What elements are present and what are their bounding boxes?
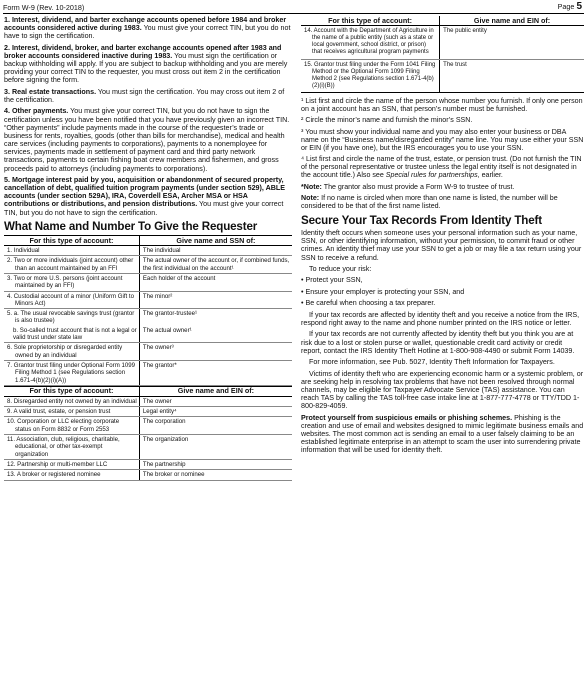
table-row	[4, 256, 292, 274]
give-name-cell: The grantor-trustee¹	[142, 310, 198, 318]
column-header: Give name and SSN of:	[139, 236, 292, 246]
form-identifier: Form W-9 (Rev. 10-2018)	[3, 3, 85, 12]
table-row	[4, 273, 292, 291]
ssn-table	[4, 235, 292, 386]
account-type-cell: 5. a. The usual revocable savings trust (grantor is also trustee)	[4, 309, 139, 326]
header-divider	[3, 13, 584, 14]
phishing-text: Phishing is the creation and use of email and websites designed to mimic legitimate business emails and websites. The most common act is sending an email to a user falsely claiming to be an established legitimate enterprise in an attempt to scam the user into surrendering private information that will be used for identity theft.	[301, 413, 584, 455]
item-5-text: You must give your correct TIN, but you do not have to sign the certification.	[4, 200, 284, 217]
bullet-item: • Be careful when choosing a tax preparer.	[301, 299, 436, 308]
item-2-text: You must sign the certification or backup withholding will apply. If you are subject to backup withholding and you are merely providing your correct TIN to the requester, you must cross out item 2 in the certification before signing the form.	[4, 51, 288, 85]
paragraph-item-1	[4, 16, 292, 40]
note-label: Note:	[301, 193, 320, 202]
give-name-cell: The minor²	[139, 291, 292, 309]
table-row	[4, 309, 292, 326]
give-name-cell: The individual	[139, 246, 292, 256]
give-name-cell: The owner	[139, 396, 292, 406]
table-row	[301, 60, 584, 93]
identity-theft-intro: Identity theft occurs when someone uses your personal information such as your name, SSN, or other identifying information, without your permission, to commit fraud or other crimes. An identity thief may use your SSN to get a job or may file a tax return using your SSN to receive a refund.	[301, 229, 582, 262]
account-type-cell: 11. Association, club, religious, charitable, educational, or other tax-exempt organization	[4, 435, 139, 460]
left-column	[4, 16, 292, 481]
give-name-cell: Legal entity⁴	[139, 407, 292, 417]
column-header: For this type of account:	[4, 386, 139, 396]
table-row	[4, 343, 292, 361]
section-title-name-number: What Name and Number To Give the Requester	[4, 220, 258, 234]
footnote-2: ² Circle the minor’s name and furnish the minor’s SSN.	[301, 116, 473, 125]
page-number	[558, 1, 582, 12]
account-type-cell: 9. A valid trust, estate, or pension trust	[4, 407, 139, 417]
give-name-cell: The organization	[139, 435, 292, 460]
table-row	[4, 417, 292, 435]
column-header: For this type of account:	[301, 16, 440, 26]
account-type-cell: 10. Corporation or LLC electing corporate status on Form 8832 or Form 2553	[4, 417, 139, 435]
account-type-cell: 13. A broker or registered nominee	[4, 470, 139, 480]
phishing-heading: Protect yourself from suspicious emails or phishing schemes.	[301, 413, 513, 422]
give-name-cell: The trust	[440, 60, 584, 93]
account-type-cell: 1. Individual	[4, 246, 139, 256]
give-name-cell: The actual owner of the account or, if combined funds, the first individual on the account¹	[139, 256, 292, 274]
section-title-identity-theft: Secure Your Tax Records From Identity Theft	[301, 214, 542, 228]
identity-theft-paragraph: For more information, see Pub. 5027, Identity Theft Information for Taxpayers.	[309, 358, 555, 367]
give-name-cell: The actual owner¹	[139, 326, 292, 343]
item-2-heading: 2. Interest, dividend, broker, and barter exchange accounts opened after 1983 and broker accounts considered inactive during 1983.	[4, 43, 282, 60]
column-header: Give name and EIN of:	[139, 386, 292, 396]
page-label: Page	[557, 2, 575, 11]
table-row	[4, 291, 292, 309]
table-row	[4, 246, 292, 256]
give-name-cell: Each holder of the account	[139, 273, 292, 291]
paragraph-item-2	[4, 44, 292, 85]
give-name-cell: The public entity	[440, 26, 584, 60]
table-row	[4, 407, 292, 417]
footnote-4-tail: , earlier.	[477, 171, 503, 180]
phishing-paragraph	[301, 414, 584, 455]
circle-note	[301, 194, 584, 210]
account-type-cell: 2. Two or more individuals (joint account) other than an account maintained by an FFI	[4, 256, 139, 274]
column-header: For this type of account:	[4, 236, 139, 246]
footnote-4-text: ⁴ List first and circle the name of the trust, estate, or pension trust. (Do not furnish the TIN of the personal representative or trustee unless the legal entity itself is not designated in the account title.) Also see	[301, 155, 582, 180]
column-header: Give name and EIN of:	[440, 16, 584, 26]
item-4-heading: 4. Other payments.	[4, 107, 69, 116]
give-name-cell: The grantor*	[139, 360, 292, 385]
table-header-row	[301, 16, 584, 26]
account-type-cell: 7. Grantor trust filing under Optional Form 1099 Filing Method 1 (see Regulations section 1.671-4(b)(2)(i)(A))	[4, 360, 139, 385]
item-4-text: You must give your correct TIN, but you do not have to sign the certification unless you have been notified that you have previously given an incorrect TIN. “Other payments” include payments made in the course of the requester’s trade or business for rents, royalties, goods (other than bills for merchandise), medical and health care services (including payments to corporations), payments to a nonemployee for services, payments made in settlement of payment card and third party network transactions, payments to certain fishing boat crew members and fishermen, and gross proceeds paid to attorneys (including payments to corporations).	[4, 107, 290, 173]
table-row	[4, 396, 292, 406]
right-column	[301, 16, 584, 458]
account-type-cell: 4. Custodial account of a minor (Uniform Gift to Minors Act)	[4, 291, 139, 309]
paragraph-item-4	[4, 107, 292, 172]
table-row	[4, 459, 292, 469]
page-number-value: 5	[576, 1, 582, 12]
account-type-cell: 14. Account with the Department of Agriculture in the name of a public entity (such as a state or local government, school district, or prison) that receives agricultural program payments	[301, 26, 440, 60]
table-row	[301, 26, 584, 60]
give-name-cell: The corporation	[139, 417, 292, 435]
note-text: If no name is circled when more than one name is listed, the number will be considered to be that of the first name listed.	[301, 193, 558, 210]
table-row	[4, 360, 292, 385]
account-type-cell: 15. Grantor trust filing under the Form 1041 Filing Method or the Optional Form 1099 Filing Method 2 (see Regulations section 1.671-4(b)(2)(i)(B))	[301, 60, 440, 93]
give-name-cell: The owner³	[139, 343, 292, 361]
item-1-text: You must give your correct TIN, but you do not have to sign the certification.	[4, 24, 291, 41]
account-type-cell: 6. Sole proprietorship or disregarded entity owned by an individual	[4, 343, 139, 361]
item-5-heading: 5. Mortgage interest paid by you, acquisition or abandonment of secured property, cancellation of debt, qualified tuition program payments (under section 529), ABLE accounts (under section 529A), IRA, Coverdell ESA, Archer MSA or HSA contributions or distributions, and pension distributions.	[4, 176, 286, 209]
ein-table	[4, 386, 292, 481]
identity-theft-paragraph: If your tax records are not currently affected by identity theft but you think you are at risk due to a lost or stolen purse or wallet, questionable credit card activity or credit report, contact the IRS Identity Theft Hotline at 1-800-908-4490 or submit Form 14039.	[301, 330, 575, 355]
footnote-1: ¹ List first and circle the name of the person whose number you furnish. If only one person on a joint account has an SSN, that person’s number must be furnished.	[301, 97, 583, 114]
grantor-note	[301, 183, 584, 191]
table-row	[4, 326, 292, 343]
bullet-item: • Ensure your employer is protecting your SSN, and	[301, 287, 465, 296]
note-text: The grantor also must provide a Form W-9 to trustee of trust.	[321, 182, 515, 191]
paragraph-item-5	[4, 176, 292, 217]
table-header-row	[4, 236, 292, 246]
give-name-cell: The partnership	[139, 459, 292, 469]
table-row	[4, 435, 292, 460]
give-name-cell: The broker or nominee	[139, 470, 292, 480]
table-row	[4, 470, 292, 480]
account-type-cell: 8. Disregarded entity not owned by an individual	[4, 396, 139, 406]
note-label: *Note:	[301, 182, 322, 191]
account-type-cell: 3. Two or more U.S. persons (joint account maintained by an FFI)	[4, 273, 139, 291]
ein-table-continued	[301, 16, 584, 93]
item-3-heading: 3. Real estate transactions.	[4, 87, 97, 96]
footnote-4-reference: Special rules for partnerships	[385, 171, 478, 180]
item-3-text: You must sign the certification. You may cross out item 2 of the certification.	[4, 87, 285, 104]
identity-theft-paragraph: If your tax records are affected by identity theft and you receive a notice from the IRS, respond right away to the name and phone number printed on the IRS notice or letter.	[301, 310, 580, 327]
footnote-3: ³ You must show your individual name and you may also enter your business or DBA name on the “Business name/disregarded entity” name line. You may use either your SSN or EIN (if you have one), but the IRS encourages you to use your SSN.	[301, 127, 584, 152]
account-type-cell: 12. Partnership or multi-member LLC	[4, 459, 139, 469]
table-header-row	[4, 386, 292, 396]
bullet-item: • Protect your SSN,	[301, 276, 363, 285]
item-1-heading: 1. Interest, dividend, and barter exchange accounts opened before 1984 and broker accounts considered active during 1983.	[4, 16, 287, 33]
reduce-risk-lead: To reduce your risk:	[309, 264, 372, 273]
footnote-4	[301, 155, 584, 179]
identity-theft-paragraph: Victims of identity theft who are experiencing economic harm or a systemic problem, or are seeking help in resolving tax problems that have not been resolved through normal channels, may be eligible for Taxpayer Advocate Service (TAS) assistance. You can reach TAS by calling the TAS toll-free case intake line at 1-877-777-4778 or TTY/TDD 1-800-829-4059.	[301, 369, 584, 411]
paragraph-item-3	[4, 88, 292, 104]
account-type-cell: b. So-called trust account that is not a legal or valid trust under state law	[4, 326, 139, 343]
